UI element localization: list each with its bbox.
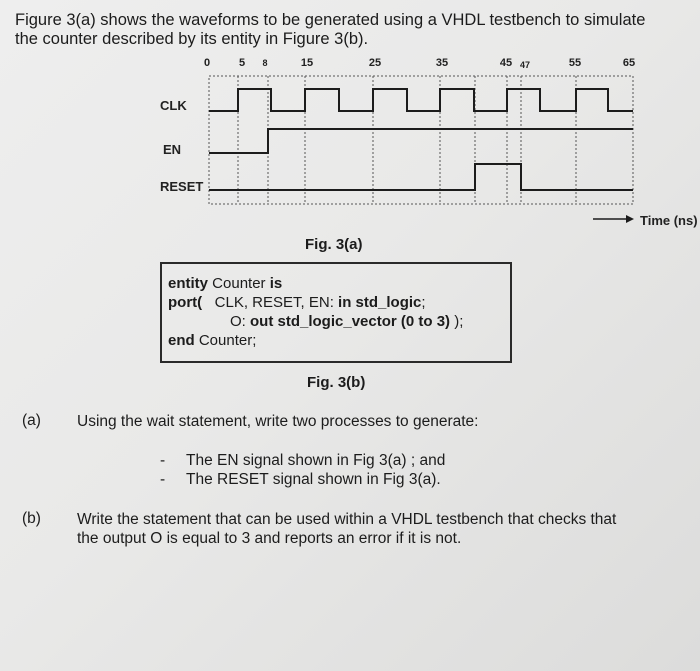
reset-waveform	[209, 164, 633, 190]
code-line-3: O: out std_logic_vector (0 to 3) );	[230, 313, 464, 330]
tick-45: 45	[499, 57, 513, 69]
grid	[209, 76, 633, 204]
waveform-figure	[0, 0, 700, 260]
question-a-label: (a)	[22, 412, 41, 429]
bullet-item: - The EN signal shown in Fig 3(a) ; and	[160, 452, 446, 469]
bullet-item: - The RESET signal shown in Fig 3(a).	[160, 471, 441, 488]
signal-label-en: EN	[163, 142, 182, 157]
intro-paragraph: Figure 3(a) shows the waveforms to be generated using a VHDL testbench to simulate the counter described by its entity in Figure 3(b).	[15, 11, 646, 48]
time-arrow-icon	[593, 215, 634, 223]
en-waveform	[209, 129, 633, 153]
clk-waveform	[209, 89, 633, 111]
fig-3b-caption: Fig. 3(b)	[307, 374, 366, 391]
tick-15: 15	[300, 57, 314, 69]
signal-label-clk: CLK	[160, 98, 187, 113]
tick-47: 47	[519, 60, 531, 70]
tick-0: 0	[203, 57, 211, 69]
code-line-2: port( CLK, RESET, EN: in std_logic;	[168, 294, 426, 311]
tick-8: 8	[262, 58, 268, 68]
entity-code-box	[160, 262, 512, 363]
time-axis-label: Time (ns)	[640, 213, 698, 228]
question-b-label: (b)	[22, 510, 41, 527]
signal-label-reset: RESET	[160, 179, 204, 194]
tick-5: 5	[238, 57, 246, 69]
question-a-bullets	[160, 451, 445, 489]
tick-65: 65	[622, 57, 636, 69]
tick-55: 55	[568, 57, 582, 69]
question-b-text: Write the statement that can be used within a VHDL testbench that checks that the output O is equal to 3 and reports an error if it is not.	[77, 511, 617, 547]
code-line-1: entity Counter is	[168, 275, 283, 292]
question-a-text: Using the wait statement, write two processes to generate:	[77, 413, 479, 430]
fig-3a-caption: Fig. 3(a)	[305, 236, 363, 253]
tick-35: 35	[435, 57, 449, 69]
tick-25: 25	[368, 57, 382, 69]
code-line-4: end Counter;	[168, 332, 257, 349]
